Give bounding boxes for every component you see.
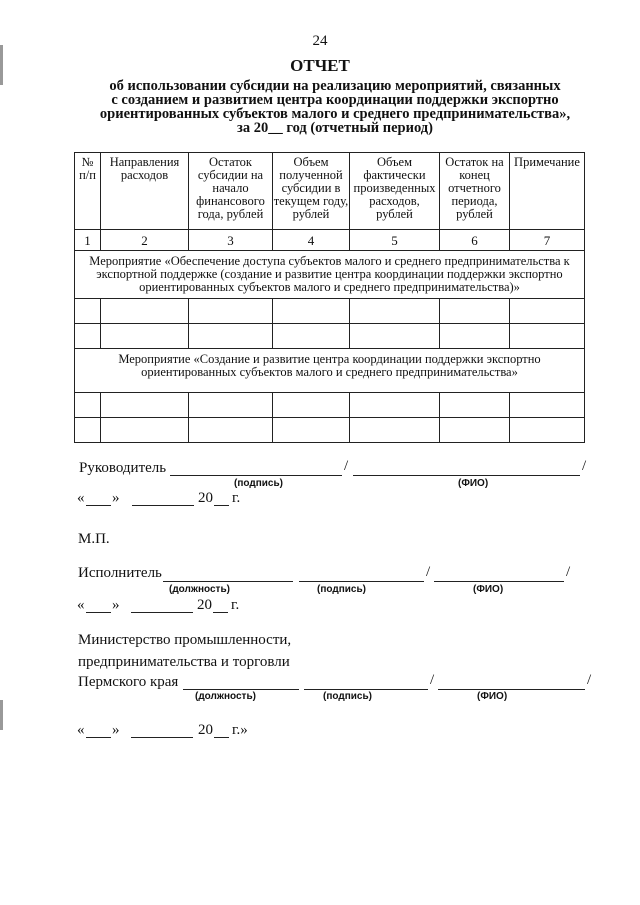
signature-caption: (подпись) bbox=[323, 691, 372, 702]
column-header: Направления расходов bbox=[101, 153, 189, 230]
date-close: » bbox=[112, 597, 120, 613]
executor-signature-line[interactable] bbox=[299, 581, 424, 582]
fio-caption: (ФИО) bbox=[473, 584, 504, 595]
report-table bbox=[74, 152, 585, 443]
date-month-line[interactable] bbox=[132, 505, 194, 506]
table-cell[interactable] bbox=[440, 324, 510, 349]
date-open: « bbox=[77, 490, 85, 506]
column-header: Объем фактически произведенных расходов, рублей bbox=[350, 153, 440, 230]
ministry-line-1: Министерство промышленности, bbox=[78, 632, 292, 648]
table-row bbox=[75, 393, 585, 418]
table-cell[interactable] bbox=[273, 299, 350, 324]
table-row bbox=[75, 324, 585, 349]
date-day-line[interactable] bbox=[86, 505, 111, 506]
table-cell[interactable] bbox=[350, 324, 440, 349]
table-cell[interactable] bbox=[273, 324, 350, 349]
position-caption: (должность) bbox=[169, 584, 230, 595]
table-cell[interactable] bbox=[273, 418, 350, 443]
column-number: 1 bbox=[75, 230, 101, 251]
executor-position-line[interactable] bbox=[163, 581, 293, 582]
column-header: Примечание bbox=[510, 153, 585, 230]
signature-caption: (подпись) bbox=[317, 584, 366, 595]
date-open: « bbox=[77, 722, 85, 738]
date-close: » bbox=[112, 490, 120, 506]
column-header: Объем полученной субсидии в текущем году, рублей bbox=[273, 153, 350, 230]
date-year-line[interactable] bbox=[214, 505, 229, 506]
column-number-row bbox=[75, 230, 585, 251]
table-cell[interactable] bbox=[440, 299, 510, 324]
date-year-line[interactable] bbox=[213, 612, 228, 613]
scan-edge-mark bbox=[0, 700, 3, 730]
column-header: Остаток субсидии на начало финансового года, рублей bbox=[189, 153, 273, 230]
table-cell[interactable] bbox=[510, 393, 585, 418]
page-title: ОТЧЕТ bbox=[290, 56, 350, 75]
section-row bbox=[75, 251, 585, 299]
page-subtitle bbox=[75, 79, 595, 135]
table-cell[interactable] bbox=[189, 418, 273, 443]
date-open: « bbox=[77, 597, 85, 613]
fio-caption: (ФИО) bbox=[458, 478, 489, 489]
table-cell[interactable] bbox=[273, 393, 350, 418]
head-fio-line[interactable] bbox=[353, 475, 580, 476]
column-header: Остаток на конец отчетного периода, рублей bbox=[440, 153, 510, 230]
column-number: 5 bbox=[350, 230, 440, 251]
section-row bbox=[75, 349, 585, 393]
date-day-line[interactable] bbox=[86, 612, 111, 613]
ministry-fio-line[interactable] bbox=[438, 689, 585, 690]
table-cell[interactable] bbox=[75, 299, 101, 324]
date-year: 20 bbox=[197, 597, 212, 613]
table-cell[interactable] bbox=[350, 299, 440, 324]
column-number: 2 bbox=[101, 230, 189, 251]
stamp-label: М.П. bbox=[78, 531, 110, 547]
head-label: Руководитель bbox=[79, 460, 167, 476]
column-number: 7 bbox=[510, 230, 585, 251]
position-caption: (должность) bbox=[195, 691, 256, 702]
table-cell[interactable] bbox=[189, 324, 273, 349]
signature-caption: (подпись) bbox=[234, 478, 283, 489]
ministry-signature-line[interactable] bbox=[304, 689, 428, 690]
date-year: 20 bbox=[198, 722, 213, 738]
separator-slash: / bbox=[430, 672, 435, 688]
ministry-line-2: предпринимательства и торговли bbox=[78, 654, 290, 670]
table-cell[interactable] bbox=[440, 418, 510, 443]
separator-slash: / bbox=[587, 672, 592, 688]
column-header: № п/п bbox=[75, 153, 101, 230]
table-row bbox=[75, 299, 585, 324]
table-cell[interactable] bbox=[350, 418, 440, 443]
separator-slash: / bbox=[344, 458, 349, 474]
subtitle-line: за 20__ год (отчетный период) bbox=[237, 120, 433, 136]
date-year-line[interactable] bbox=[214, 737, 229, 738]
date-month-line[interactable] bbox=[131, 737, 193, 738]
table-cell[interactable] bbox=[350, 393, 440, 418]
date-suffix: г. bbox=[232, 490, 241, 506]
executor-fio-line[interactable] bbox=[434, 581, 564, 582]
subtitle-line: об использовании субсидии на реализацию мероприятий, связанных bbox=[109, 78, 561, 94]
date-day-line[interactable] bbox=[86, 737, 111, 738]
table-cell[interactable] bbox=[440, 393, 510, 418]
fio-caption: (ФИО) bbox=[477, 691, 508, 702]
section-title: Мероприятие «Создание и развитие центра координации поддержки экспортно ориентированных субъектов малого и среднего предпринимательства» bbox=[75, 349, 585, 393]
column-number: 6 bbox=[440, 230, 510, 251]
separator-slash: / bbox=[566, 564, 571, 580]
table-cell[interactable] bbox=[189, 299, 273, 324]
date-month-line[interactable] bbox=[131, 612, 193, 613]
table-cell[interactable] bbox=[101, 393, 189, 418]
table-row bbox=[75, 418, 585, 443]
date-suffix: г. bbox=[231, 597, 240, 613]
table-header-row bbox=[75, 153, 585, 230]
page-number: 24 bbox=[312, 33, 328, 49]
date-close: » bbox=[112, 722, 120, 738]
date-year: 20 bbox=[198, 490, 213, 506]
table-cell[interactable] bbox=[510, 418, 585, 443]
column-number: 3 bbox=[189, 230, 273, 251]
table-cell[interactable] bbox=[75, 393, 101, 418]
table-cell[interactable] bbox=[101, 418, 189, 443]
table-cell[interactable] bbox=[101, 324, 189, 349]
subtitle-line: ориентированных субъектов малого и среднего предпринимательства», bbox=[99, 106, 571, 122]
subtitle-line: с созданием и развитием центра координации поддержки экспортно bbox=[111, 92, 559, 108]
table-cell[interactable] bbox=[101, 299, 189, 324]
table-cell[interactable] bbox=[510, 324, 585, 349]
separator-slash: / bbox=[582, 458, 587, 474]
executor-label: Исполнитель bbox=[78, 565, 162, 581]
head-signature-line[interactable] bbox=[170, 475, 342, 476]
date-suffix-final: г.» bbox=[232, 722, 248, 738]
ministry-line-3: Пермского края bbox=[78, 674, 179, 690]
section-title: Мероприятие «Обеспечение доступа субъектов малого и среднего предпринимательства к экспортной поддержке (создание и развитие центра координации поддержки экспортно ориентированных субъектов малого и среднего предпринимательства)» bbox=[75, 251, 585, 299]
table-cell[interactable] bbox=[75, 418, 101, 443]
table-cell[interactable] bbox=[75, 324, 101, 349]
table-cell[interactable] bbox=[510, 299, 585, 324]
column-number: 4 bbox=[273, 230, 350, 251]
separator-slash: / bbox=[426, 564, 431, 580]
table-cell[interactable] bbox=[189, 393, 273, 418]
ministry-position-line[interactable] bbox=[183, 689, 299, 690]
